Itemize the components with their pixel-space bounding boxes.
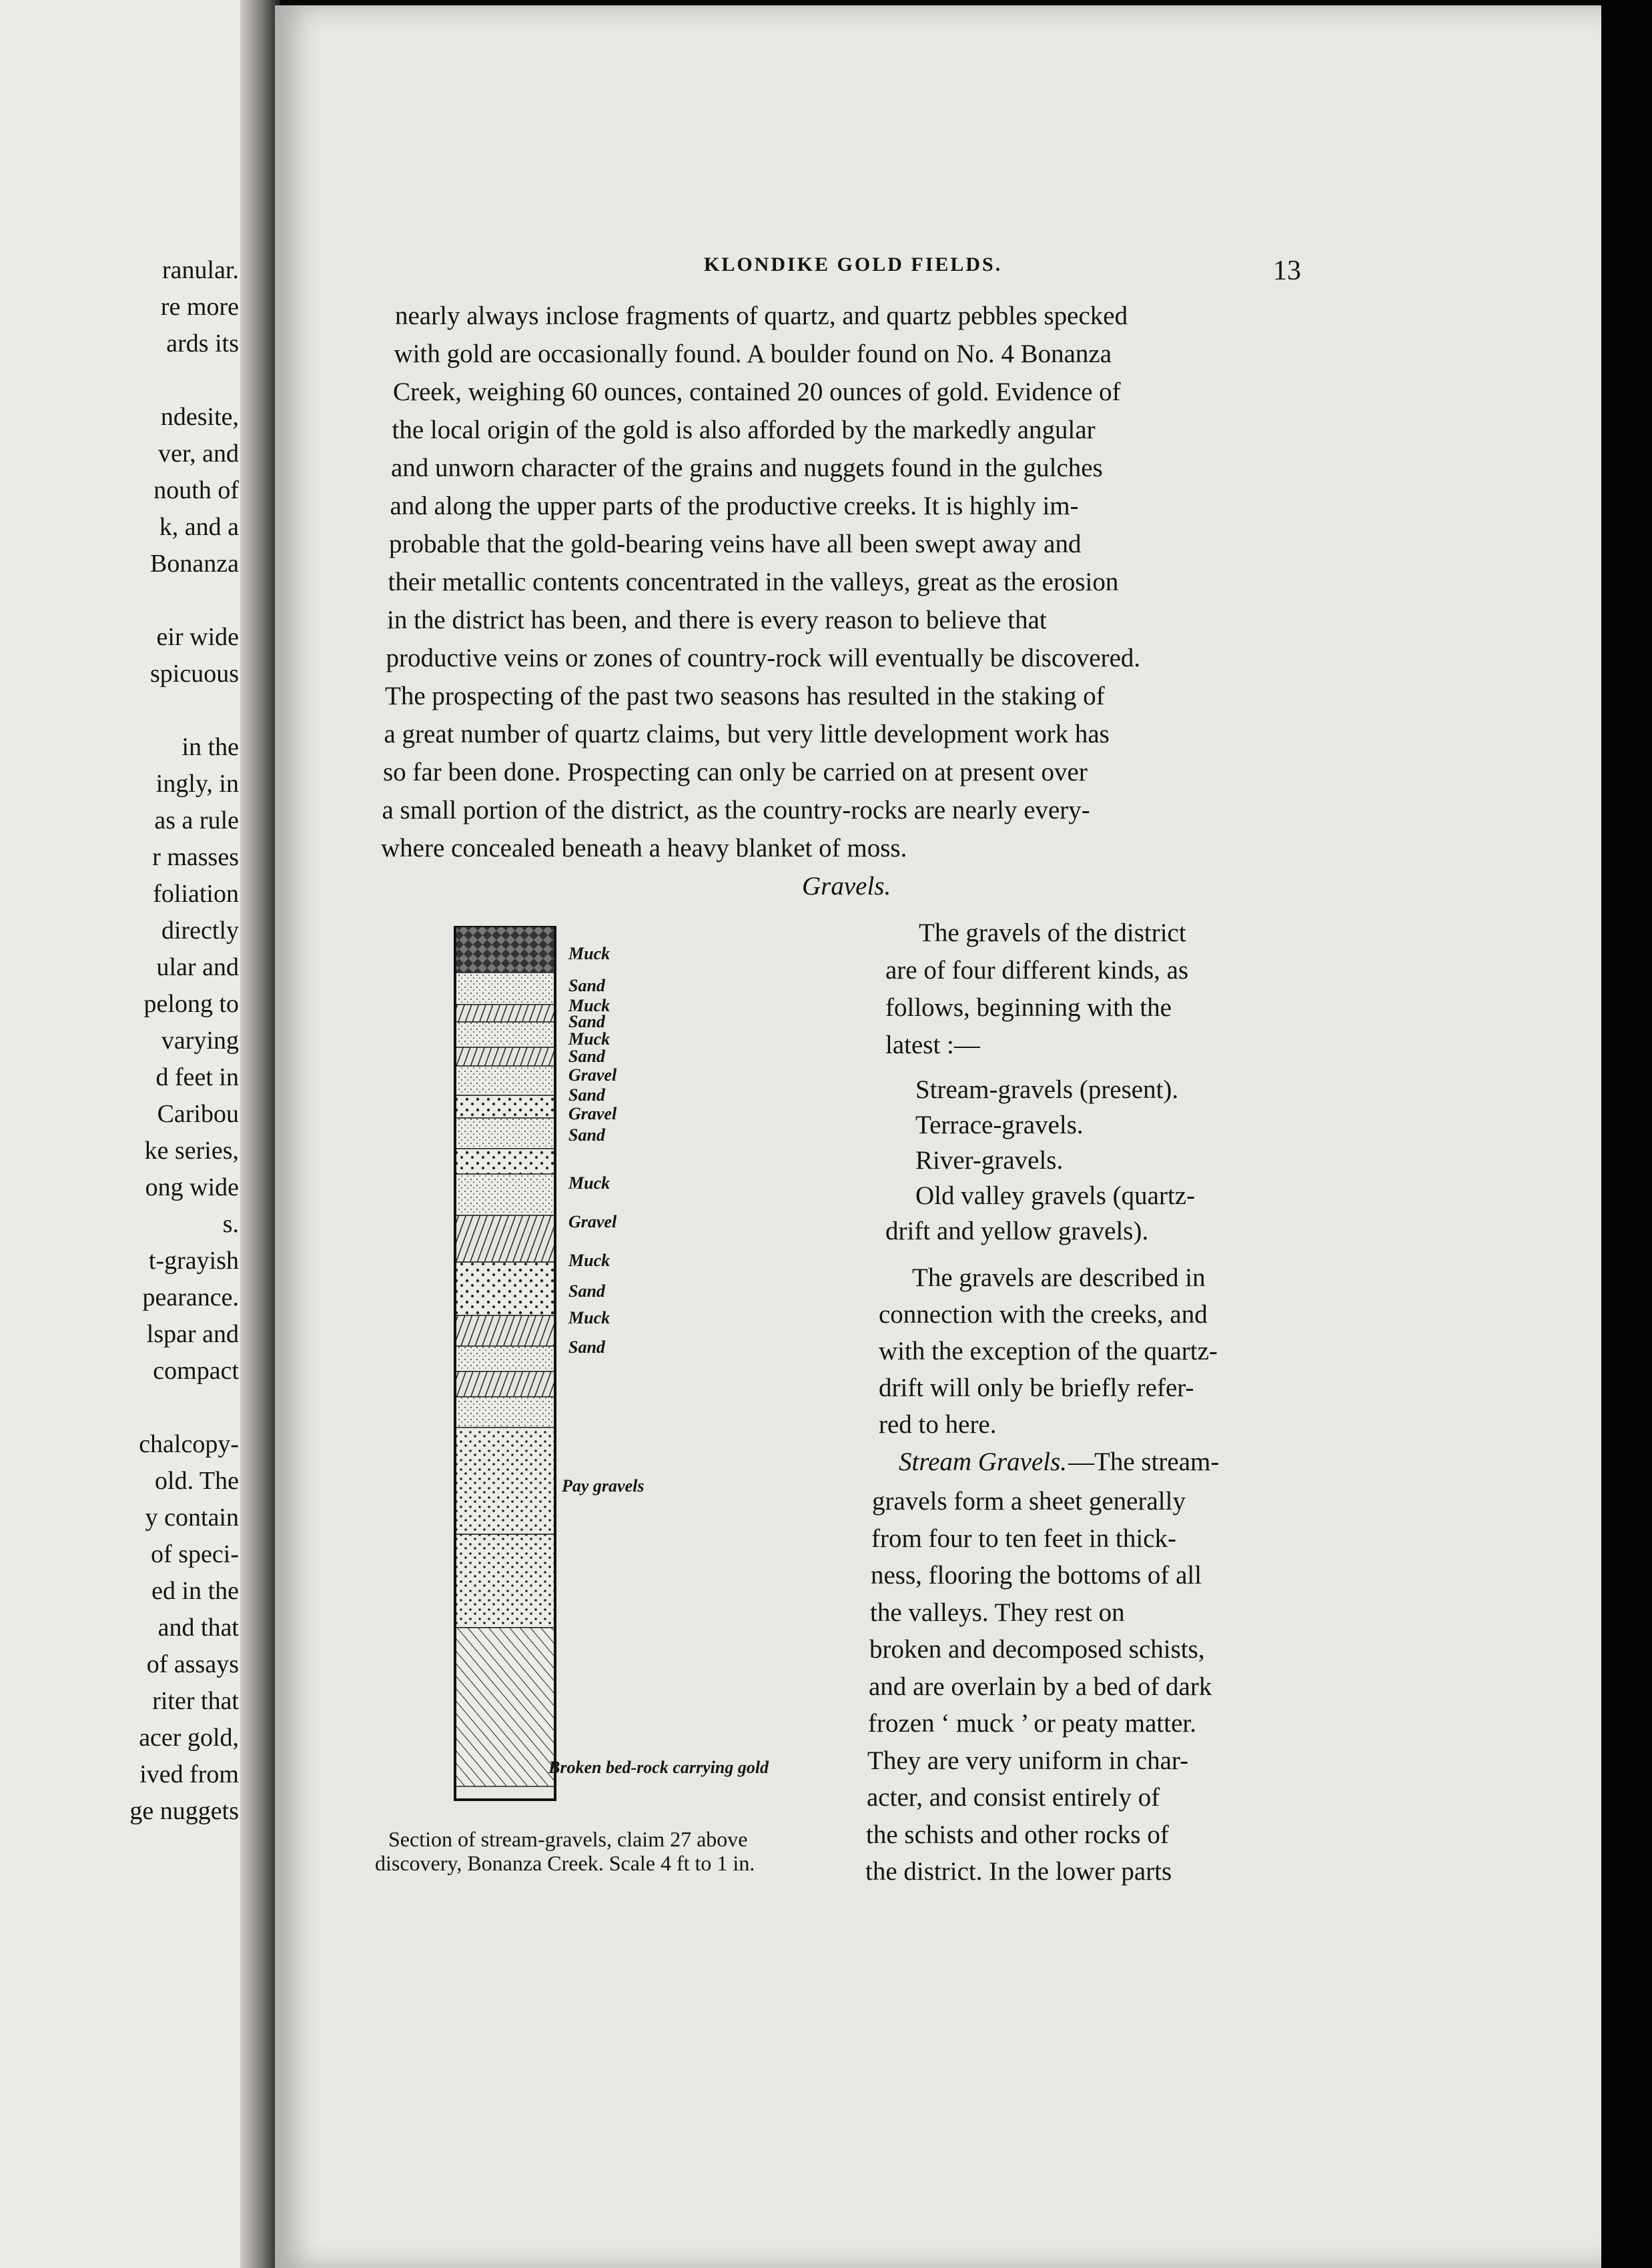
left-page-line: eir wide bbox=[156, 623, 239, 651]
stream-first-line-rest: —The stream- bbox=[1068, 1448, 1220, 1476]
column-line: are of four different kinds, as bbox=[885, 956, 1189, 985]
left-page-line: directly bbox=[161, 917, 239, 945]
stratum-label: Muck bbox=[568, 1308, 610, 1327]
left-page-line: Caribou bbox=[157, 1100, 239, 1128]
column-line: broken and decomposed schists, bbox=[869, 1635, 1205, 1664]
left-page-line: acer gold, bbox=[139, 1724, 239, 1752]
body-line: so far been done. Prospecting can only be carried on at present over bbox=[383, 758, 1088, 786]
stratum-layer bbox=[455, 1174, 555, 1215]
left-page-line: foliation bbox=[153, 880, 239, 908]
stratum-layer bbox=[455, 1215, 555, 1262]
gravel-list-item: Old valley gravels (quartz- bbox=[915, 1181, 1196, 1210]
left-page-line: nouth of bbox=[153, 476, 239, 504]
body-line: where concealed beneath a heavy blanket of moss. bbox=[381, 834, 907, 863]
stratum-label: Muck bbox=[568, 1173, 610, 1193]
stratum-label: Sand bbox=[568, 1125, 605, 1145]
column-line: red to here. bbox=[879, 1410, 997, 1439]
figure-caption-2: discovery, Bonanza Creek. Scale 4 ft to 1 in. bbox=[375, 1851, 755, 1875]
stratum-label: Sand bbox=[568, 1337, 605, 1357]
body-line: productive veins or zones of country-rock will eventually be discovered. bbox=[386, 644, 1141, 672]
left-page-line: ards its bbox=[166, 330, 239, 358]
column-line: drift will only be briefly refer- bbox=[879, 1373, 1194, 1402]
left-page-line: varying bbox=[161, 1027, 239, 1055]
stratum-layer bbox=[455, 926, 555, 973]
body-line: and along the upper parts of the productive creeks. It is highly im- bbox=[390, 492, 1079, 520]
stratum-label: Broken bed-rock carrying gold bbox=[548, 1758, 769, 1777]
left-page-line: s. bbox=[222, 1210, 239, 1238]
stratum-layer bbox=[455, 1149, 555, 1174]
stratum-layer bbox=[455, 1118, 555, 1149]
body-line: with gold are occasionally found. A boulder found on No. 4 Bonanza bbox=[394, 340, 1112, 368]
left-page-line: ranular. bbox=[161, 256, 239, 284]
body-line: probable that the gold-bearing veins have all been swept away and bbox=[389, 530, 1082, 558]
body-line: a great number of quartz claims, but very little development work has bbox=[384, 720, 1110, 748]
column-line: the schists and other rocks of bbox=[866, 1820, 1169, 1849]
left-page-line: spicuous bbox=[150, 660, 239, 688]
stratum-layer bbox=[455, 1066, 555, 1095]
stratum-layer bbox=[455, 1262, 555, 1315]
left-page-line: ndesite, bbox=[160, 403, 239, 431]
left-page-line: compact bbox=[153, 1357, 239, 1385]
gravel-list-item: Terrace-gravels. bbox=[915, 1111, 1084, 1139]
gravel-list-item: drift and yellow gravels). bbox=[885, 1217, 1149, 1245]
body-line: The prospecting of the past two seasons has resulted in the staking of bbox=[385, 682, 1105, 710]
stream-gravels-heading: Stream Gravels. bbox=[899, 1448, 1068, 1476]
running-header: KLONDIKE GOLD FIELDS. bbox=[704, 253, 1003, 275]
column-line: ness, flooring the bottoms of all bbox=[871, 1561, 1202, 1590]
left-page-line: ver, and bbox=[158, 440, 239, 468]
section-heading: Gravels. bbox=[802, 872, 891, 901]
stratum-layer bbox=[455, 1315, 555, 1346]
left-page-line: t-grayish bbox=[148, 1247, 239, 1275]
gutter-shadow bbox=[240, 0, 280, 2268]
body-line: nearly always inclose fragments of quartz, and quartz pebbles specked bbox=[395, 302, 1128, 330]
left-page-line: re more bbox=[160, 293, 239, 321]
left-page-line: ge nuggets bbox=[129, 1797, 239, 1825]
figure-caption-1: Section of stream-gravels, claim 27 above bbox=[388, 1827, 748, 1851]
left-page-line: chalcopy- bbox=[139, 1430, 239, 1458]
column-line: follows, beginning with the bbox=[885, 993, 1172, 1022]
left-page-line: old. The bbox=[155, 1467, 239, 1495]
stratum-label: Muck bbox=[568, 1251, 610, 1270]
stratum-label: Sand bbox=[568, 1047, 605, 1066]
stratum-label: Sand bbox=[568, 1281, 605, 1301]
column-line: frozen ‘ muck ’ or peaty matter. bbox=[868, 1709, 1196, 1738]
page bbox=[275, 5, 1603, 2268]
left-page-line: Bonanza bbox=[150, 550, 239, 578]
left-page-line: ong wide bbox=[145, 1173, 239, 1201]
stratum-label: Sand bbox=[568, 1012, 605, 1031]
stratum-layer bbox=[455, 1095, 555, 1118]
page-edge bbox=[1601, 0, 1652, 2268]
page-number: 13 bbox=[1273, 255, 1301, 286]
column-line: The gravels are described in bbox=[912, 1263, 1206, 1292]
column-line: The gravels of the district bbox=[919, 919, 1186, 947]
stratum-layer bbox=[455, 973, 555, 1005]
column-line: the valleys. They rest on bbox=[870, 1598, 1125, 1627]
stratum-layer bbox=[455, 1628, 555, 1786]
left-page-line: d feet in bbox=[155, 1063, 239, 1091]
stratum-label: Muck bbox=[568, 944, 610, 963]
stratum-label: Gravel bbox=[568, 1065, 617, 1085]
left-page-line: of speci- bbox=[151, 1540, 239, 1568]
stratum-layer bbox=[455, 1534, 555, 1628]
stratum-layer bbox=[455, 1397, 555, 1428]
left-page-line: y contain bbox=[145, 1504, 239, 1532]
stratum-label: Pay gravels bbox=[562, 1476, 645, 1496]
stratum-label: Muck bbox=[568, 1029, 610, 1049]
body-line: a small portion of the district, as the country-rocks are nearly every- bbox=[382, 796, 1090, 824]
stratum-label: Gravel bbox=[568, 1104, 617, 1123]
stratum-layer bbox=[455, 1371, 555, 1397]
stratum-label: Sand bbox=[568, 1085, 605, 1105]
left-page bbox=[0, 0, 248, 2268]
left-page-line: ular and bbox=[156, 953, 239, 981]
stratum-label: Muck bbox=[568, 996, 610, 1015]
stratum-layer bbox=[455, 1428, 555, 1534]
body-line: their metallic contents concentrated in the valleys, great as the erosion bbox=[388, 568, 1119, 596]
left-page-line: riter that bbox=[152, 1687, 239, 1715]
left-page-line: in the bbox=[181, 733, 239, 761]
left-page-line: as a rule bbox=[154, 806, 239, 834]
left-page-line: ived from bbox=[139, 1760, 239, 1788]
left-page-line: lspar and bbox=[146, 1320, 239, 1348]
body-line: in the district has been, and there is every reason to believe that bbox=[387, 606, 1047, 634]
body-line: the local origin of the gold is also afforded by the markedly angular bbox=[392, 416, 1096, 444]
column-line: connection with the creeks, and bbox=[879, 1300, 1208, 1329]
left-page-line: of assays bbox=[146, 1650, 239, 1678]
body-line: Creek, weighing 60 ounces, contained 20 ounces of gold. Evidence of bbox=[393, 378, 1121, 406]
left-page-line: and that bbox=[157, 1614, 239, 1642]
stratum-layer bbox=[455, 1047, 555, 1066]
column-line: from four to ten feet in thick- bbox=[871, 1524, 1177, 1553]
stratum-layer bbox=[455, 1005, 555, 1022]
gravel-list-item: Stream-gravels (present). bbox=[915, 1075, 1179, 1104]
left-page-line: pelong to bbox=[143, 990, 239, 1018]
stratum-label: Sand bbox=[568, 976, 605, 995]
column-line: acter, and consist entirely of bbox=[867, 1783, 1160, 1812]
stratum-label: Gravel bbox=[568, 1212, 617, 1231]
left-page-line: pearance. bbox=[142, 1283, 239, 1311]
column-line: They are very uniform in char- bbox=[867, 1746, 1189, 1775]
left-page-line: ke series, bbox=[144, 1137, 239, 1165]
left-page-line: ingly, in bbox=[155, 770, 239, 798]
left-page-line: ed in the bbox=[151, 1577, 239, 1605]
column-line: with the exception of the quartz- bbox=[879, 1337, 1218, 1365]
column-line: latest :— bbox=[885, 1031, 980, 1059]
body-line: and unworn character of the grains and nuggets found in the gulches bbox=[391, 454, 1103, 482]
column-line: the district. In the lower parts bbox=[865, 1857, 1172, 1886]
left-page-line: k, and a bbox=[159, 513, 239, 541]
stratum-layer bbox=[455, 1022, 555, 1047]
column-line: gravels form a sheet generally bbox=[872, 1487, 1186, 1516]
stratum-layer bbox=[455, 1346, 555, 1371]
left-page-line: r masses bbox=[152, 843, 239, 871]
gravel-list-item: River-gravels. bbox=[915, 1146, 1064, 1175]
column-line: and are overlain by a bed of dark bbox=[869, 1672, 1212, 1701]
gravel-section-figure bbox=[422, 926, 1156, 1846]
